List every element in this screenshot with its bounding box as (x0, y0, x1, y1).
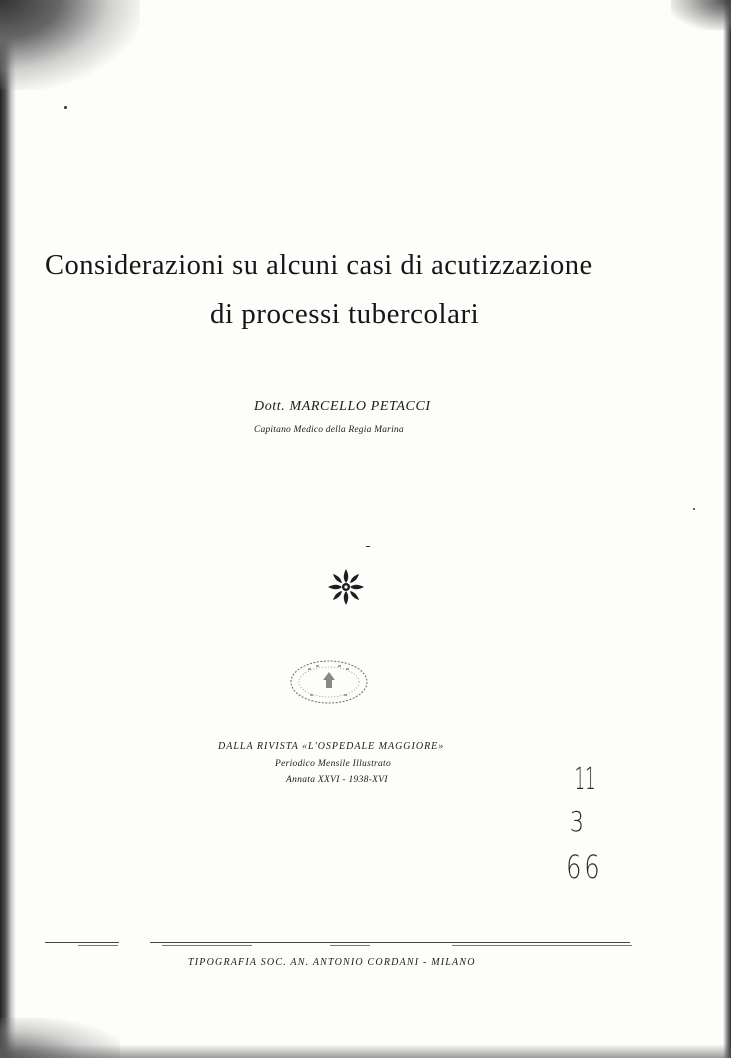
handwritten-shelfmark-line-2: 3 (569, 805, 585, 838)
source-periodicity: Periodico Mensile Illustrato (275, 759, 392, 769)
rule-segment (78, 945, 118, 946)
title-line-2: di processi tubercolari (210, 298, 480, 330)
scan-shadow-left (0, 0, 16, 1058)
dust-speck (64, 106, 67, 109)
source-volume: Annata XXVI - 1938-XVI (286, 775, 388, 785)
rule-segment (45, 942, 119, 943)
rule-segment (452, 945, 632, 946)
handwritten-shelfmark-line-3: 66 (566, 848, 603, 886)
scan-shadow-top-left (0, 0, 140, 90)
scan-shadow-bottom (0, 1044, 731, 1058)
rule-segment (162, 945, 252, 946)
printer-imprint: TIPOGRAFIA SOC. AN. ANTONIO CORDANI - MILANO (188, 957, 476, 968)
handwritten-shelfmark-line-1: 11 (574, 762, 596, 797)
rule-segment (150, 942, 630, 943)
scan-shadow-top-right (671, 0, 731, 30)
scan-shadow-right (723, 0, 731, 1058)
dust-speck (366, 546, 370, 547)
author-role: Capitano Medico della Regia Marina (254, 425, 404, 435)
rule-segment (330, 945, 370, 946)
dust-speck (693, 508, 695, 510)
library-stamp-icon (288, 658, 370, 706)
title-line-1: Considerazioni su alcuni casi di acutizzazione (45, 250, 593, 281)
author-name: Dott. MARCELLO PETACCI (254, 399, 431, 414)
source-journal: DALLA RIVISTA «L'OSPEDALE MAGGIORE» (218, 741, 445, 752)
floral-ornament-icon (326, 567, 366, 607)
